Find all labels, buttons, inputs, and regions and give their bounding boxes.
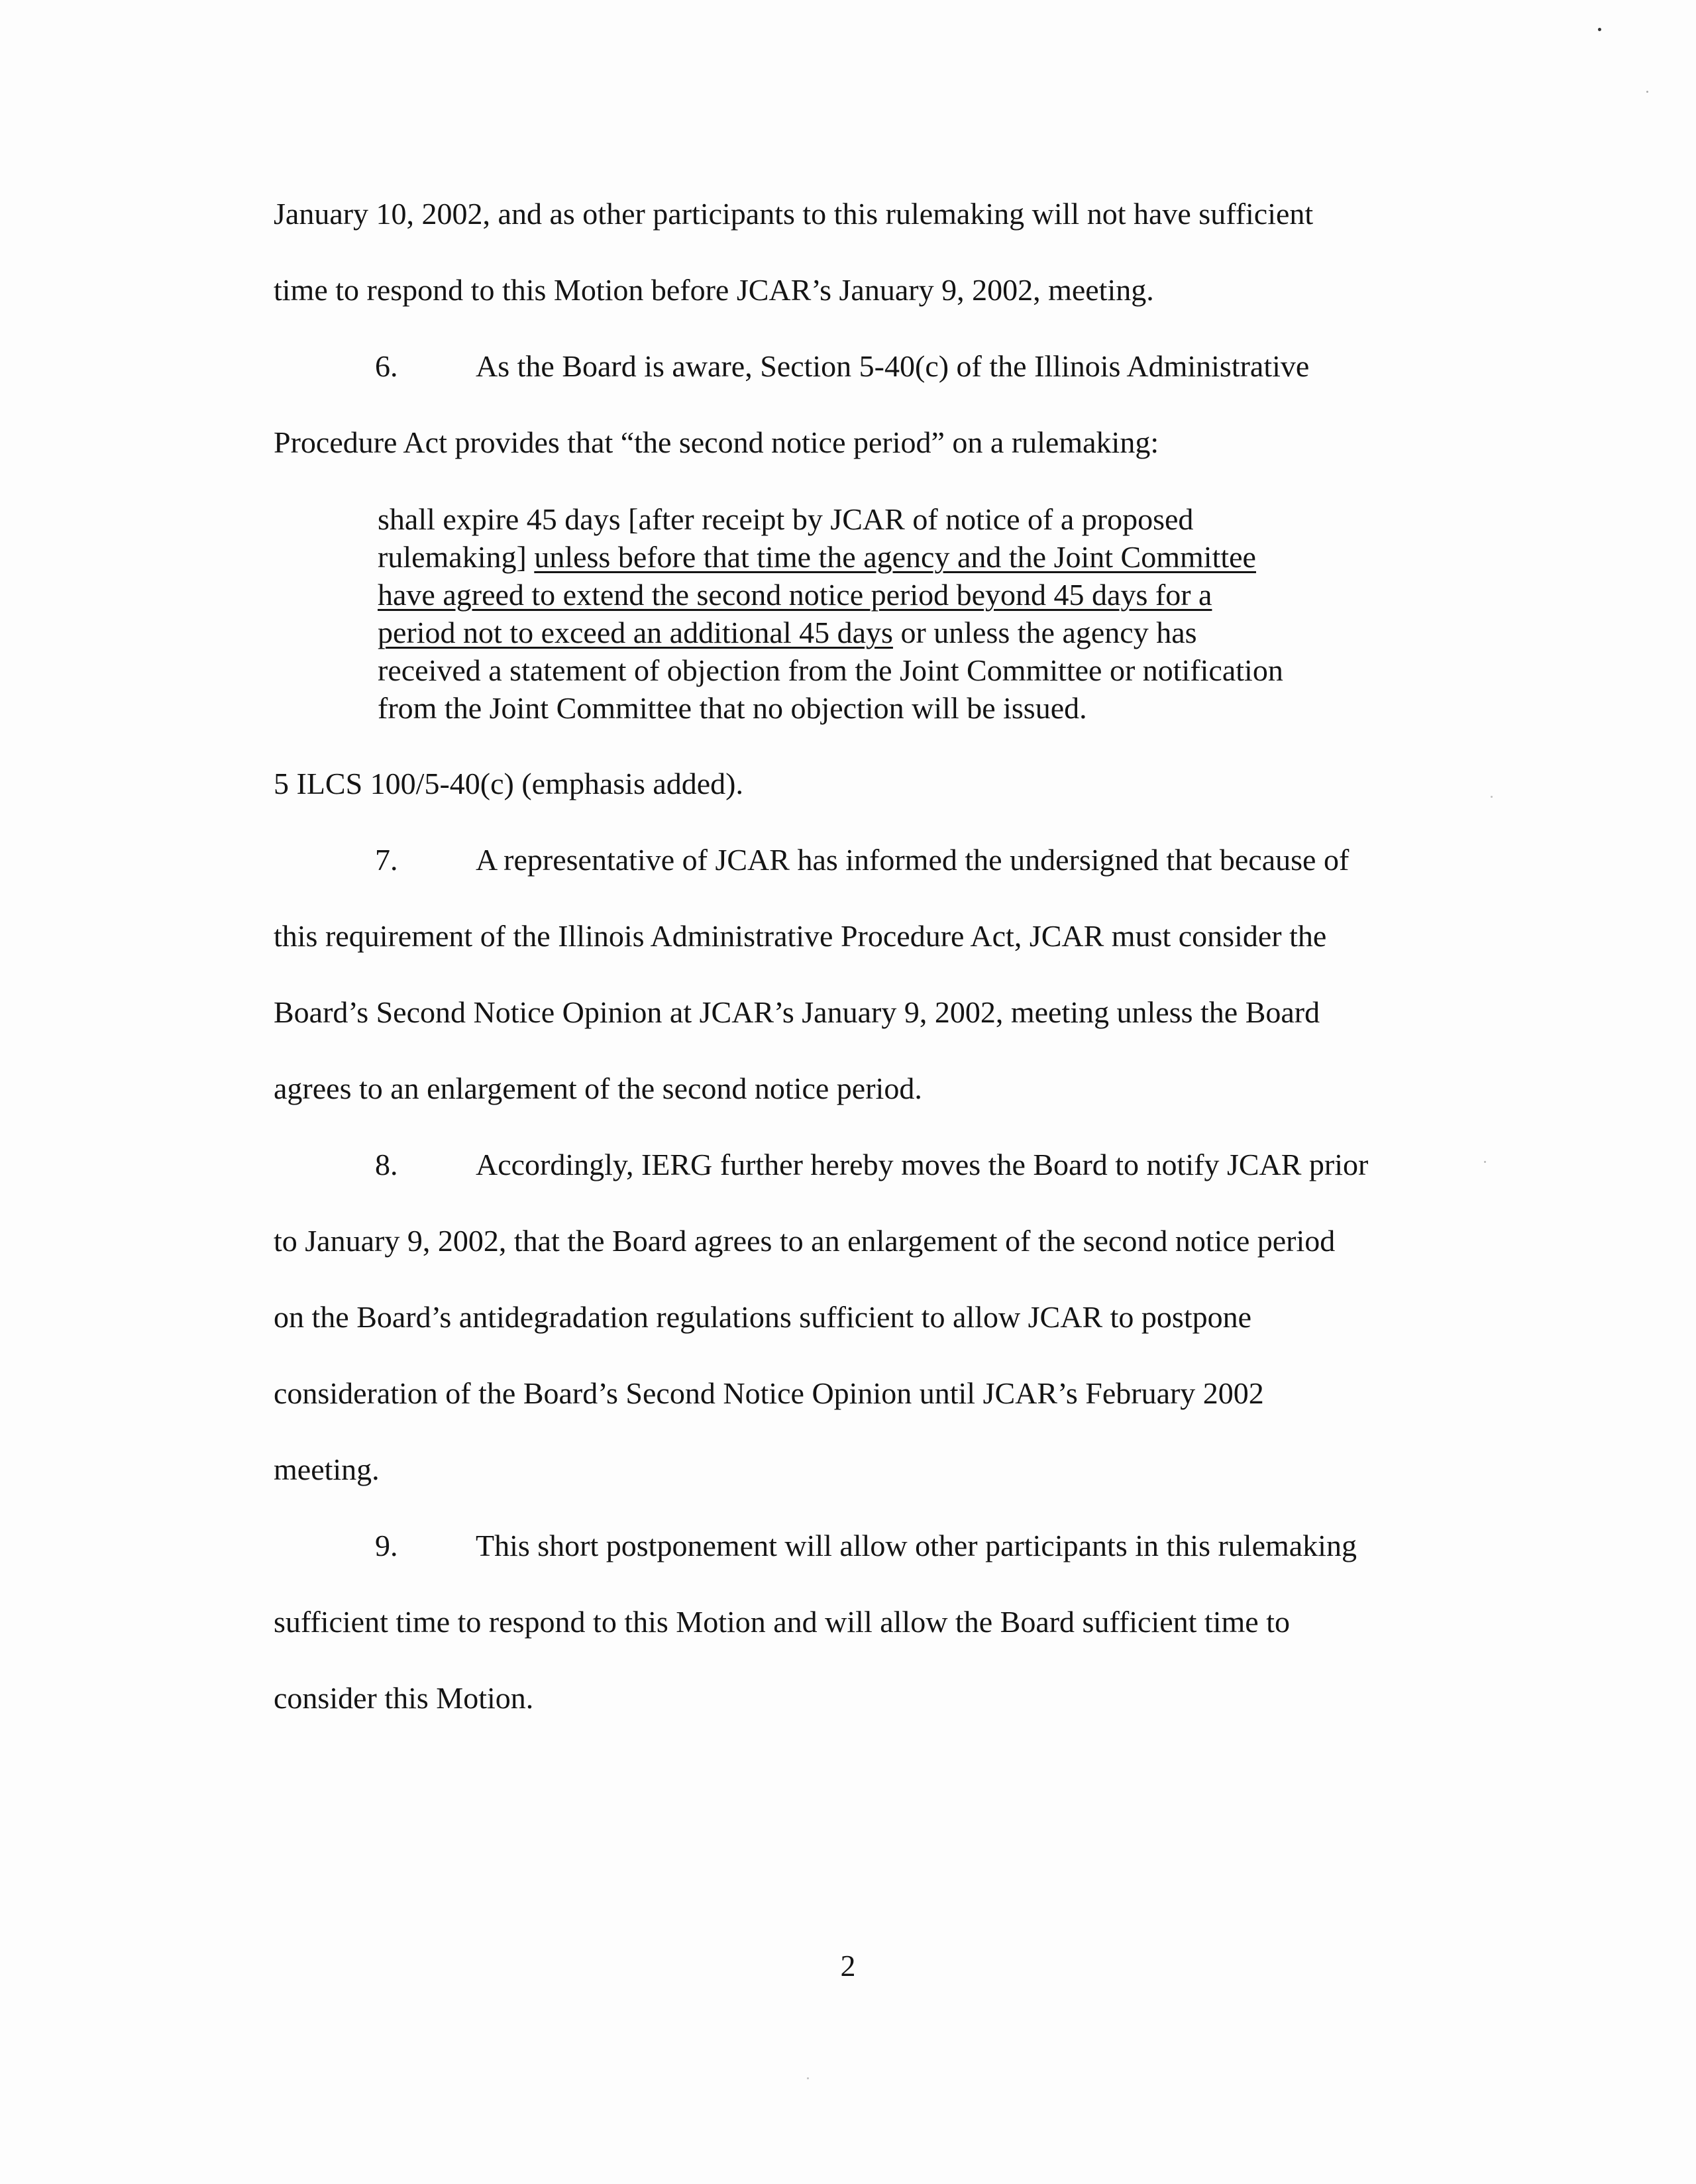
scan-speck <box>1598 28 1601 31</box>
paragraph-9-line: sufficient time to respond to this Motion and will allow the Board sufficient time to <box>274 1605 1290 1639</box>
paragraph-8-line: consideration of the Board’s Second Notice Opinion until JCAR’s February 2002 <box>274 1376 1264 1410</box>
paragraph-number-9: 9. <box>375 1529 398 1562</box>
quote-line <box>378 576 1371 614</box>
page-number: 2 <box>840 1949 856 1983</box>
paragraph-7-line: agrees to an enlargement of the second notice period. <box>274 1071 922 1105</box>
quote-line <box>378 538 1371 576</box>
paragraph-number-7: 7. <box>375 843 398 877</box>
quote-emphasis: period not to exceed an additional 45 days <box>378 616 893 649</box>
paragraph-8-line: Accordingly, IERG further hereby moves the Board to notify JCAR prior <box>476 1148 1369 1181</box>
block-quote <box>378 500 1371 727</box>
paragraph-8-line: meeting. <box>274 1452 380 1486</box>
paragraph-number-6: 6. <box>375 349 398 383</box>
quote-text: rulemaking] <box>378 540 535 574</box>
quote-text: or unless the agency has <box>892 616 1197 649</box>
quote-emphasis: have agreed to extend the second notice period beyond 45 days for a <box>378 578 1212 612</box>
paragraph-9-line: This short postponement will allow other participants in this rulemaking <box>476 1529 1357 1562</box>
scan-speck <box>1491 796 1493 798</box>
paragraph-8-line: to January 9, 2002, that the Board agrees to an enlargement of the second notice period <box>274 1224 1336 1258</box>
body-line: January 10, 2002, and as other participants to this rulemaking will not have sufficient <box>274 197 1314 231</box>
paragraph-9-line: consider this Motion. <box>274 1681 534 1715</box>
quote-line <box>378 614 1371 651</box>
quote-emphasis: unless before that time the agency and the Joint Committee <box>534 540 1256 574</box>
paragraph-6-line: Procedure Act provides that “the second notice period” on a rulemaking: <box>274 425 1159 459</box>
paragraph-7-line: this requirement of the Illinois Administrative Procedure Act, JCAR must consider the <box>274 919 1327 953</box>
paragraph-7-line: A representative of JCAR has informed the undersigned that because of <box>476 843 1350 877</box>
body-line: time to respond to this Motion before JCAR’s January 9, 2002, meeting. <box>274 273 1154 307</box>
scan-speck <box>1646 91 1648 93</box>
paragraph-6-line: As the Board is aware, Section 5-40(c) of the Illinois Administrative <box>476 349 1310 383</box>
quote-line: received a statement of objection from the Joint Committee or notification <box>378 653 1283 687</box>
quote-line: shall expire 45 days [after receipt by JCAR of notice of a proposed <box>378 502 1194 536</box>
quote-line: from the Joint Committee that no objection will be issued. <box>378 691 1087 725</box>
paragraph-8-line: on the Board’s antidegradation regulations sufficient to allow JCAR to postpone <box>274 1300 1252 1334</box>
scan-speck <box>1484 1161 1486 1163</box>
scan-speck <box>807 2077 809 2079</box>
paragraph-number-8: 8. <box>375 1148 398 1181</box>
paragraph-7-line: Board’s Second Notice Opinion at JCAR’s January 9, 2002, meeting unless the Board <box>274 995 1320 1029</box>
statute-citation: 5 ILCS 100/5-40(c) (emphasis added). <box>274 767 744 800</box>
